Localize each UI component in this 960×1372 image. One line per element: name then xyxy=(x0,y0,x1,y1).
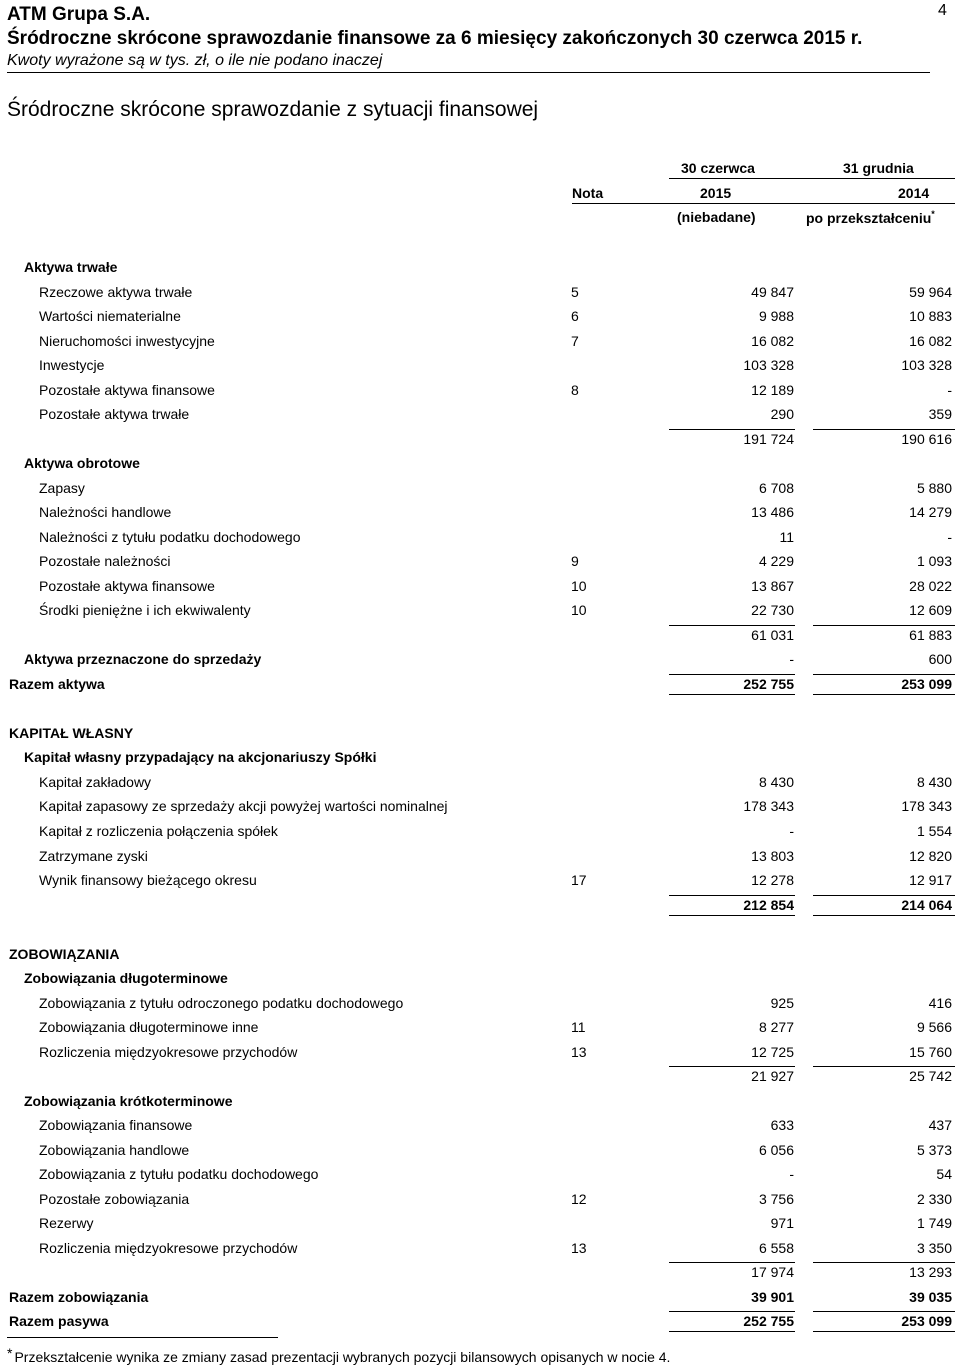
table-row xyxy=(0,380,960,400)
footnote-mark: * xyxy=(931,209,935,219)
table-row xyxy=(0,1287,960,1307)
page-number: 4 xyxy=(938,2,947,19)
sum-rule xyxy=(669,1311,795,1312)
row-label: Razem pasywa xyxy=(9,1313,109,1330)
row-value-2015: 61 031 xyxy=(751,626,794,643)
col1-date: 30 czerwca xyxy=(681,160,755,176)
row-value-2015: 925 xyxy=(770,994,794,1011)
row-value-2015: 9 988 xyxy=(758,308,794,324)
row-value-2015: - xyxy=(789,651,794,668)
footnote-star: * xyxy=(7,1345,13,1361)
row-nota: 12 xyxy=(571,1190,587,1207)
row-value-2014: 359 xyxy=(928,406,952,423)
row-label: Zapasy xyxy=(39,479,85,496)
row-value-2015: - xyxy=(789,1166,794,1183)
table-row xyxy=(0,796,960,816)
row-label: Pozostałe zobowiązania xyxy=(39,1190,190,1207)
sum-rule xyxy=(669,429,795,430)
table-row xyxy=(0,944,960,964)
row-value-2014: 14 279 xyxy=(909,504,952,521)
col1-year: 2015 xyxy=(700,185,732,201)
row-nota: 17 xyxy=(571,872,587,888)
row-value-2014: 253 099 xyxy=(901,675,952,692)
table-row xyxy=(0,331,960,351)
company-name: ATM Grupa S.A. xyxy=(7,4,151,25)
row-value-2014: 39 035 xyxy=(909,1288,952,1305)
row-value-2014: 5 373 xyxy=(916,1141,952,1158)
row-value-2014: 12 820 xyxy=(909,847,952,864)
sum-rule xyxy=(813,1262,955,1263)
table-row xyxy=(0,527,960,547)
row-label: Zobowiązania z tytułu podatku dochodowego xyxy=(39,1166,319,1183)
spacer-row xyxy=(0,919,960,939)
row-value-2014: 600 xyxy=(928,651,952,668)
table-row xyxy=(0,282,960,302)
table-row xyxy=(0,502,960,522)
row-label: Kapitał zapasowy ze sprzedaży akcji powyżej wartości nominalnej xyxy=(39,798,448,815)
table-row xyxy=(0,1213,960,1233)
sum-rule xyxy=(813,1311,955,1312)
table-row xyxy=(0,723,960,743)
row-value-2015: 4 229 xyxy=(758,553,794,570)
row-label: ZOBOWIĄZANIA xyxy=(9,945,120,962)
row-value-2014: 3 350 xyxy=(916,1239,952,1256)
table-row xyxy=(0,355,960,375)
row-value-2014: 103 328 xyxy=(901,357,952,374)
row-value-2014: - xyxy=(947,528,952,545)
row-value-2014: 253 099 xyxy=(901,1313,952,1330)
row-value-2014: 12 609 xyxy=(909,602,952,619)
table-row xyxy=(0,257,960,277)
table-row xyxy=(0,674,960,694)
row-value-2015: 49 847 xyxy=(751,283,794,300)
table-row xyxy=(0,649,960,669)
row-value-2015: 13 486 xyxy=(751,504,794,521)
row-value-2014: 1 554 xyxy=(916,823,952,839)
units-note: Kwoty wyrażone są w tys. zł, o ile nie podano inaczej xyxy=(7,52,383,69)
row-label: Środki pieniężne i ich ekwiwalenty xyxy=(39,602,251,619)
row-label: Aktywa obrotowe xyxy=(24,455,140,472)
row-value-2015: 13 867 xyxy=(751,577,794,594)
row-value-2015: 12 189 xyxy=(751,381,794,398)
row-value-2015: 178 343 xyxy=(743,798,794,815)
footnote-rule xyxy=(7,1337,278,1338)
row-label: Należności z tytułu podatku dochodowego xyxy=(39,528,301,545)
row-value-2014: 214 064 xyxy=(901,896,952,913)
row-value-2015: 103 328 xyxy=(743,357,794,374)
row-value-2014: 178 343 xyxy=(901,798,952,815)
table-row xyxy=(0,1042,960,1062)
row-label: Aktywa trwałe xyxy=(24,259,118,275)
row-nota: 9 xyxy=(571,553,579,570)
row-value-2015: 11 xyxy=(779,528,794,545)
sum-rule xyxy=(813,429,955,430)
table-row xyxy=(0,772,960,792)
table-row xyxy=(0,968,960,988)
subtotal-row xyxy=(0,1262,960,1282)
row-value-2015: 8 430 xyxy=(758,773,794,790)
table-row xyxy=(0,306,960,326)
row-value-2015: 3 756 xyxy=(758,1190,794,1207)
row-value-2014: 416 xyxy=(928,994,952,1011)
table-row xyxy=(0,821,960,841)
table-row xyxy=(0,478,960,498)
row-label: Razem aktywa xyxy=(9,675,105,692)
row-nota: 13 xyxy=(571,1239,587,1256)
total-underline xyxy=(669,1331,795,1332)
statement-title: Śródroczne skrócone sprawozdanie z sytuacji finansowej xyxy=(7,98,539,121)
row-label: Pozostałe aktywa finansowe xyxy=(39,381,215,398)
row-value-2015: 16 082 xyxy=(751,332,794,349)
row-label: Kapitał zakładowy xyxy=(39,773,152,790)
row-value-2015: 252 755 xyxy=(743,1313,794,1330)
row-nota: 10 xyxy=(571,577,587,594)
row-label: Rezerwy xyxy=(39,1215,94,1232)
col2-year: 2014 xyxy=(898,185,930,201)
row-label: Nieruchomości inwestycyjne xyxy=(39,332,215,349)
row-label: Zobowiązania krótkoterminowe xyxy=(24,1092,233,1109)
table-row xyxy=(0,1238,960,1258)
subtotal-row xyxy=(0,429,960,449)
row-value-2014: 13 293 xyxy=(909,1264,952,1281)
total-underline xyxy=(669,915,795,916)
row-label: Zobowiązania długoterminowe xyxy=(24,970,228,987)
row-value-2015: 22 730 xyxy=(751,602,794,619)
row-value-2015: 6 708 xyxy=(758,479,794,496)
row-value-2015: 290 xyxy=(770,406,794,423)
nota-header: Nota xyxy=(572,185,604,201)
row-label: Zatrzymane zyski xyxy=(39,847,148,864)
row-value-2014: 1 749 xyxy=(916,1215,952,1232)
row-value-2014: 5 880 xyxy=(916,479,952,496)
row-value-2014: 437 xyxy=(928,1117,952,1134)
table-row xyxy=(0,1140,960,1160)
row-nota: 6 xyxy=(571,308,579,324)
row-value-2015: 212 854 xyxy=(743,896,794,913)
table-row xyxy=(0,1189,960,1209)
row-label: Zobowiązania finansowe xyxy=(39,1117,193,1134)
row-value-2014: 61 883 xyxy=(909,626,952,643)
row-value-2015: 252 755 xyxy=(743,675,794,692)
sum-rule xyxy=(813,895,955,896)
table-row xyxy=(0,993,960,1013)
sum-rule xyxy=(669,625,795,626)
row-label: Kapitał z rozliczenia połączenia spółek xyxy=(39,823,278,839)
row-value-2014: 10 883 xyxy=(909,308,952,324)
row-value-2015: - xyxy=(789,823,794,839)
row-label: Pozostałe należności xyxy=(39,553,171,570)
row-label: Należności handlowe xyxy=(39,504,172,521)
row-label: Rozliczenia międzyokresowe przychodów xyxy=(39,1043,298,1060)
table-row xyxy=(0,1164,960,1184)
table-row xyxy=(0,453,960,473)
row-value-2015: 39 901 xyxy=(751,1288,794,1305)
row-label: Aktywa przeznaczone do sprzedaży xyxy=(24,651,262,668)
row-value-2014: 190 616 xyxy=(901,430,952,447)
report-title: Śródroczne skrócone sprawozdanie finansowe za 6 miesięcy zakończonych 30 czerwca 2015 r. xyxy=(7,28,863,49)
table-row xyxy=(0,870,960,890)
row-label: Rozliczenia międzyokresowe przychodów xyxy=(39,1239,298,1256)
row-label: Kapitał własny przypadający na akcjonariuszy Spółki xyxy=(24,749,377,766)
row-nota: 13 xyxy=(571,1043,587,1060)
row-label: Zobowiązania handlowe xyxy=(39,1141,190,1158)
row-value-2015: 6 056 xyxy=(758,1141,794,1158)
row-value-2015: 12 725 xyxy=(751,1043,794,1060)
row-value-2014: 1 093 xyxy=(916,553,952,570)
table-row xyxy=(0,1017,960,1037)
row-nota: 7 xyxy=(571,332,579,349)
row-value-2015: 191 724 xyxy=(743,430,794,447)
table-row xyxy=(0,846,960,866)
row-value-2014: 12 917 xyxy=(909,872,952,888)
table-row xyxy=(0,404,960,424)
total-underline xyxy=(669,694,795,695)
row-nota: 11 xyxy=(571,1019,586,1036)
row-label: KAPITAŁ WŁASNY xyxy=(9,724,134,741)
row-value-2014: - xyxy=(947,381,952,398)
row-value-2015: 633 xyxy=(770,1117,794,1134)
row-value-2014: 59 964 xyxy=(909,283,952,300)
table-row xyxy=(0,600,960,620)
row-value-2014: 15 760 xyxy=(909,1043,952,1060)
subtotal-row xyxy=(0,895,960,915)
spacer-row xyxy=(0,698,960,718)
total-underline xyxy=(813,915,955,916)
col1-note: (niebadane) xyxy=(677,209,756,225)
row-value-2014: 16 082 xyxy=(909,332,952,349)
row-value-2014: 8 430 xyxy=(916,773,952,790)
row-value-2014: 54 xyxy=(936,1166,952,1183)
row-value-2015: 13 803 xyxy=(751,847,794,864)
sum-rule xyxy=(669,1262,795,1263)
table-row xyxy=(0,551,960,571)
table-row xyxy=(0,1115,960,1135)
row-value-2015: 12 278 xyxy=(751,872,794,888)
col2-date: 31 grudnia xyxy=(843,160,914,176)
row-value-2015: 971 xyxy=(770,1215,794,1232)
subtotal-row xyxy=(0,1066,960,1086)
row-label: Razem zobowiązania xyxy=(9,1288,149,1305)
sum-rule xyxy=(813,1066,955,1067)
row-value-2014: 25 742 xyxy=(909,1068,952,1085)
total-underline xyxy=(813,1331,955,1332)
footnote-text: Przekształcenie wynika ze zmiany zasad prezentacji wybranych pozycji bilansowych opisanych w nocie 4. xyxy=(14,1349,671,1365)
row-label: Inwestycje xyxy=(39,357,105,374)
total-underline xyxy=(813,694,955,695)
subtotal-row xyxy=(0,625,960,645)
row-value-2014: 9 566 xyxy=(916,1019,952,1036)
row-label: Wynik finansowy bieżącego okresu xyxy=(39,872,257,888)
sum-rule xyxy=(669,895,795,896)
row-label: Rzeczowe aktywa trwałe xyxy=(39,283,193,300)
row-label: Pozostałe aktywa trwałe xyxy=(39,406,190,423)
footnote xyxy=(7,1345,670,1365)
sum-rule xyxy=(669,674,795,675)
sum-rule xyxy=(669,1066,795,1067)
row-nota: 5 xyxy=(571,283,579,300)
table-row xyxy=(0,1091,960,1111)
col2-note: po przekształceniu* xyxy=(806,209,935,226)
row-label: Pozostałe aktywa finansowe xyxy=(39,577,215,594)
row-nota: 8 xyxy=(571,381,579,398)
row-value-2015: 6 558 xyxy=(758,1239,794,1256)
row-value-2015: 21 927 xyxy=(751,1068,794,1085)
table-row xyxy=(0,1311,960,1331)
row-value-2015: 17 974 xyxy=(751,1264,794,1281)
table-row xyxy=(0,576,960,596)
sum-rule xyxy=(813,625,955,626)
row-nota: 10 xyxy=(571,602,587,619)
row-value-2014: 2 330 xyxy=(916,1190,952,1207)
table-row xyxy=(0,747,960,767)
row-value-2015: 8 277 xyxy=(758,1019,794,1036)
row-value-2014: 28 022 xyxy=(909,577,952,594)
row-label: Zobowiązania długoterminowe inne xyxy=(39,1019,259,1036)
sum-rule xyxy=(813,674,955,675)
row-label: Zobowiązania z tytułu odroczonego podatku dochodowego xyxy=(39,994,404,1011)
row-label: Wartości niematerialne xyxy=(39,308,181,324)
